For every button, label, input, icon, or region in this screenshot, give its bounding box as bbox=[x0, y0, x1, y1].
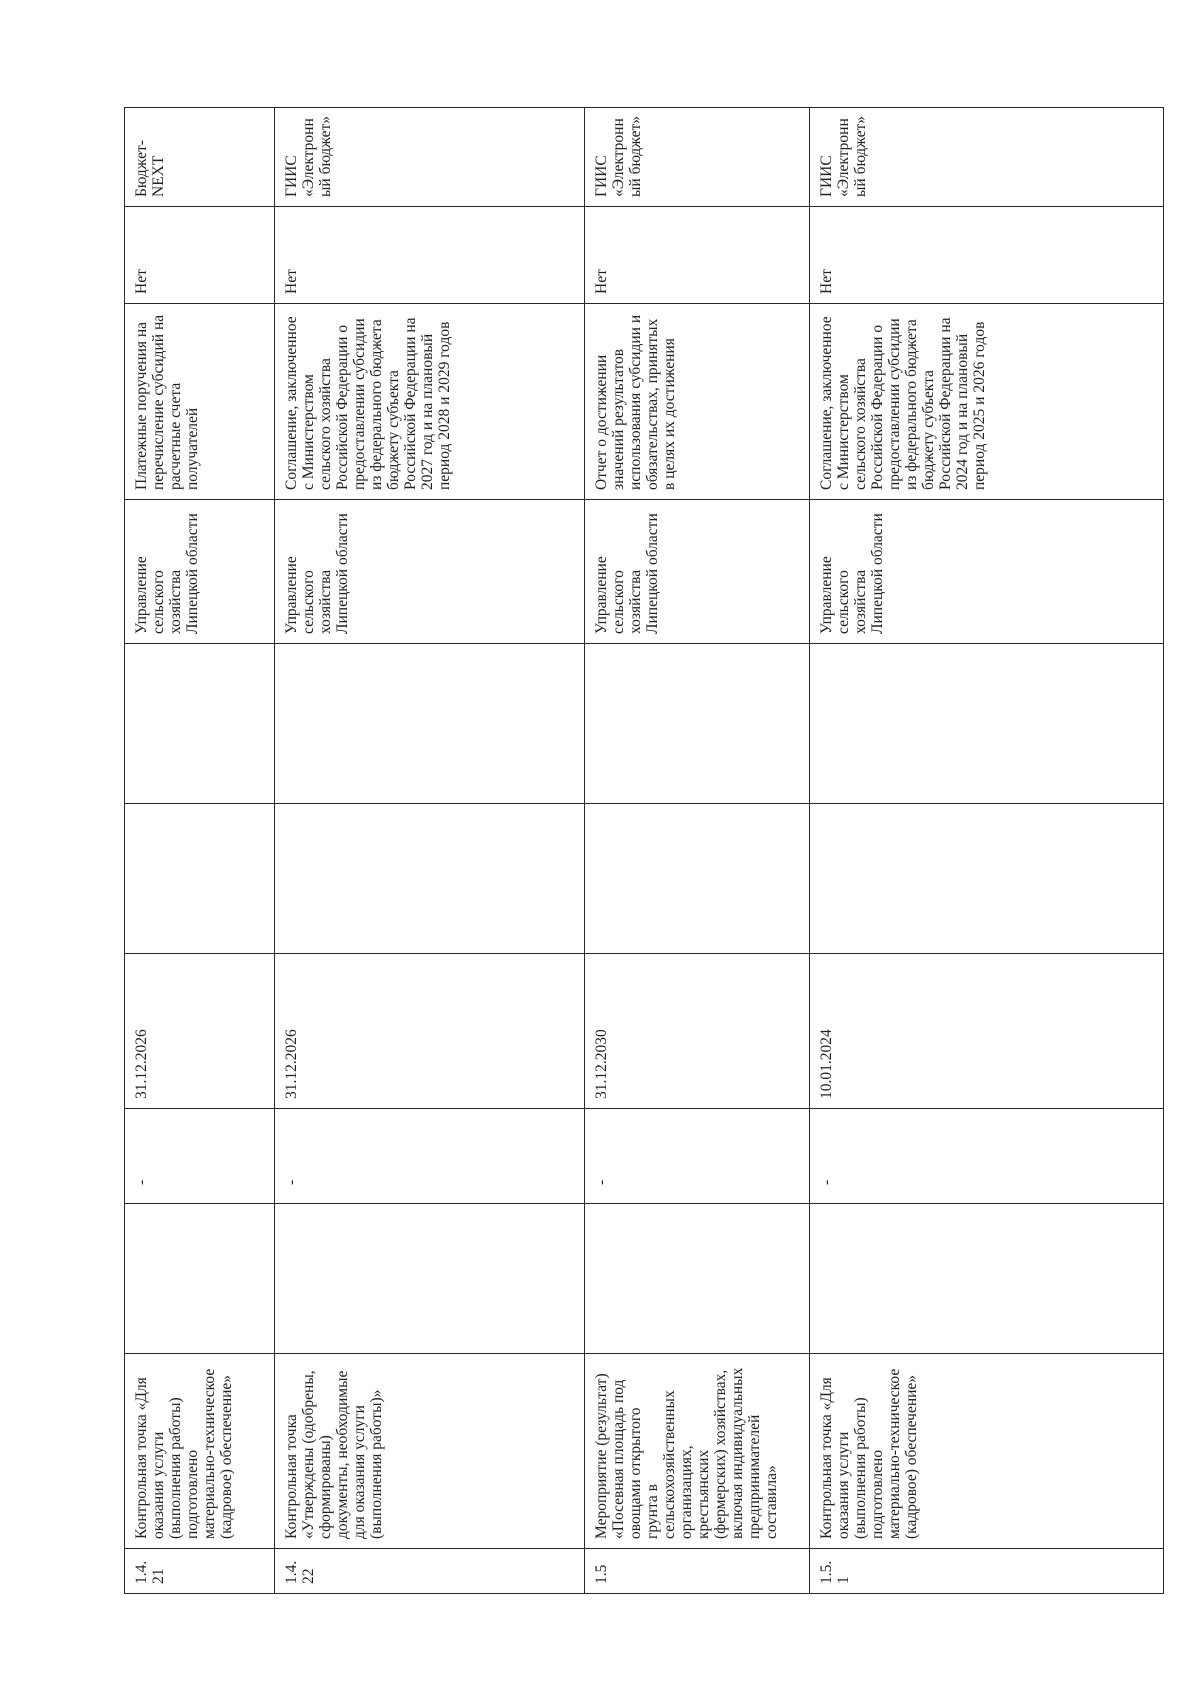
start-date: - bbox=[275, 1109, 585, 1204]
row-number: 1.4.22 bbox=[275, 1549, 585, 1594]
responsible: Управление сельского хозяйства Липецкой области bbox=[585, 500, 810, 644]
row-name: Контрольная точка «Для оказания услуги (выполнения работы) подготовлено материально-техническое (кадровое) обеспечение» bbox=[810, 1354, 1164, 1549]
document: Платежные поручения на перечисление субсидий на расчетные счета получателей bbox=[125, 304, 275, 500]
flag: Нет bbox=[275, 207, 585, 304]
empty-cell bbox=[275, 804, 585, 954]
flag: Нет bbox=[125, 207, 275, 304]
start-date: - bbox=[810, 1109, 1164, 1204]
empty-cell bbox=[810, 804, 1164, 954]
start-date: - bbox=[125, 1109, 275, 1204]
table-row bbox=[275, 108, 585, 1594]
responsible: Управление сельского хозяйства Липецкой области bbox=[125, 500, 275, 644]
info-system: ГИИС «Электронный бюджет» bbox=[585, 108, 810, 207]
end-date: 31.12.2026 bbox=[275, 954, 585, 1109]
empty-cell bbox=[585, 804, 810, 954]
empty-cell bbox=[810, 644, 1164, 804]
document: Соглашение, заключенное с Министерством сельского хозяйства Российской Федерации о предоставлении субсидии из федерального бюджета бюджету субъекта Российской Федерации на 2027 год и на плановый период 2028 и 2029 годов bbox=[275, 304, 585, 500]
empty-cell bbox=[585, 1204, 810, 1354]
responsible: Управление сельского хозяйства Липецкой области bbox=[275, 500, 585, 644]
document: Отчет о достижении значений результатов использования субсидии и обязательствах, принятых в целях их достижения bbox=[585, 304, 810, 500]
flag: Нет bbox=[810, 207, 1164, 304]
empty-cell bbox=[585, 644, 810, 804]
info-system: Бюджет-NEXT bbox=[125, 108, 275, 207]
table-row bbox=[125, 108, 275, 1594]
flag: Нет bbox=[585, 207, 810, 304]
responsible: Управление сельского хозяйства Липецкой области bbox=[810, 500, 1164, 644]
start-date: - bbox=[585, 1109, 810, 1204]
end-date: 31.12.2030 bbox=[585, 954, 810, 1109]
end-date: 10.01.2024 bbox=[810, 954, 1164, 1109]
empty-cell bbox=[810, 1204, 1164, 1354]
row-name: Контрольная точка «Утверждены (одобрены, сформированы) документы, необходимые для оказания услуги (выполнения работы)» bbox=[275, 1354, 585, 1549]
document: Соглашение, заключенное с Министерством сельского хозяйства Российской Федерации о предоставлении субсидии из федерального бюджета бюджету субъекта Российской Федерации на 2024 год и на плановый период 2025 и 2026 годов bbox=[810, 304, 1164, 500]
row-name: Контрольная точка «Для оказания услуги (выполнения работы) подготовлено материально-техническое (кадровое) обеспечение» bbox=[125, 1354, 275, 1549]
info-system: ГИИС «Электронный бюджет» bbox=[810, 108, 1164, 207]
plan-table bbox=[124, 107, 1164, 1594]
empty-cell bbox=[125, 644, 275, 804]
row-number: 1.4.21 bbox=[125, 1549, 275, 1594]
table-row bbox=[585, 108, 810, 1594]
row-number: 1.5.1 bbox=[810, 1549, 1164, 1594]
row-number: 1.5 bbox=[585, 1549, 810, 1594]
end-date: 31.12.2026 bbox=[125, 954, 275, 1109]
empty-cell bbox=[275, 1204, 585, 1354]
empty-cell bbox=[125, 804, 275, 954]
row-name: Мероприятие (результат) «Посевная площадь под овощами открытого грунта в сельскохозяйственных организациях, крестьянских (фермерских) хозяйствах, включая индивидуальных предпринимателей составила» bbox=[585, 1354, 810, 1549]
empty-cell bbox=[275, 644, 585, 804]
info-system: ГИИС «Электронный бюджет» bbox=[275, 108, 585, 207]
table-row bbox=[810, 108, 1164, 1594]
empty-cell bbox=[125, 1204, 275, 1354]
